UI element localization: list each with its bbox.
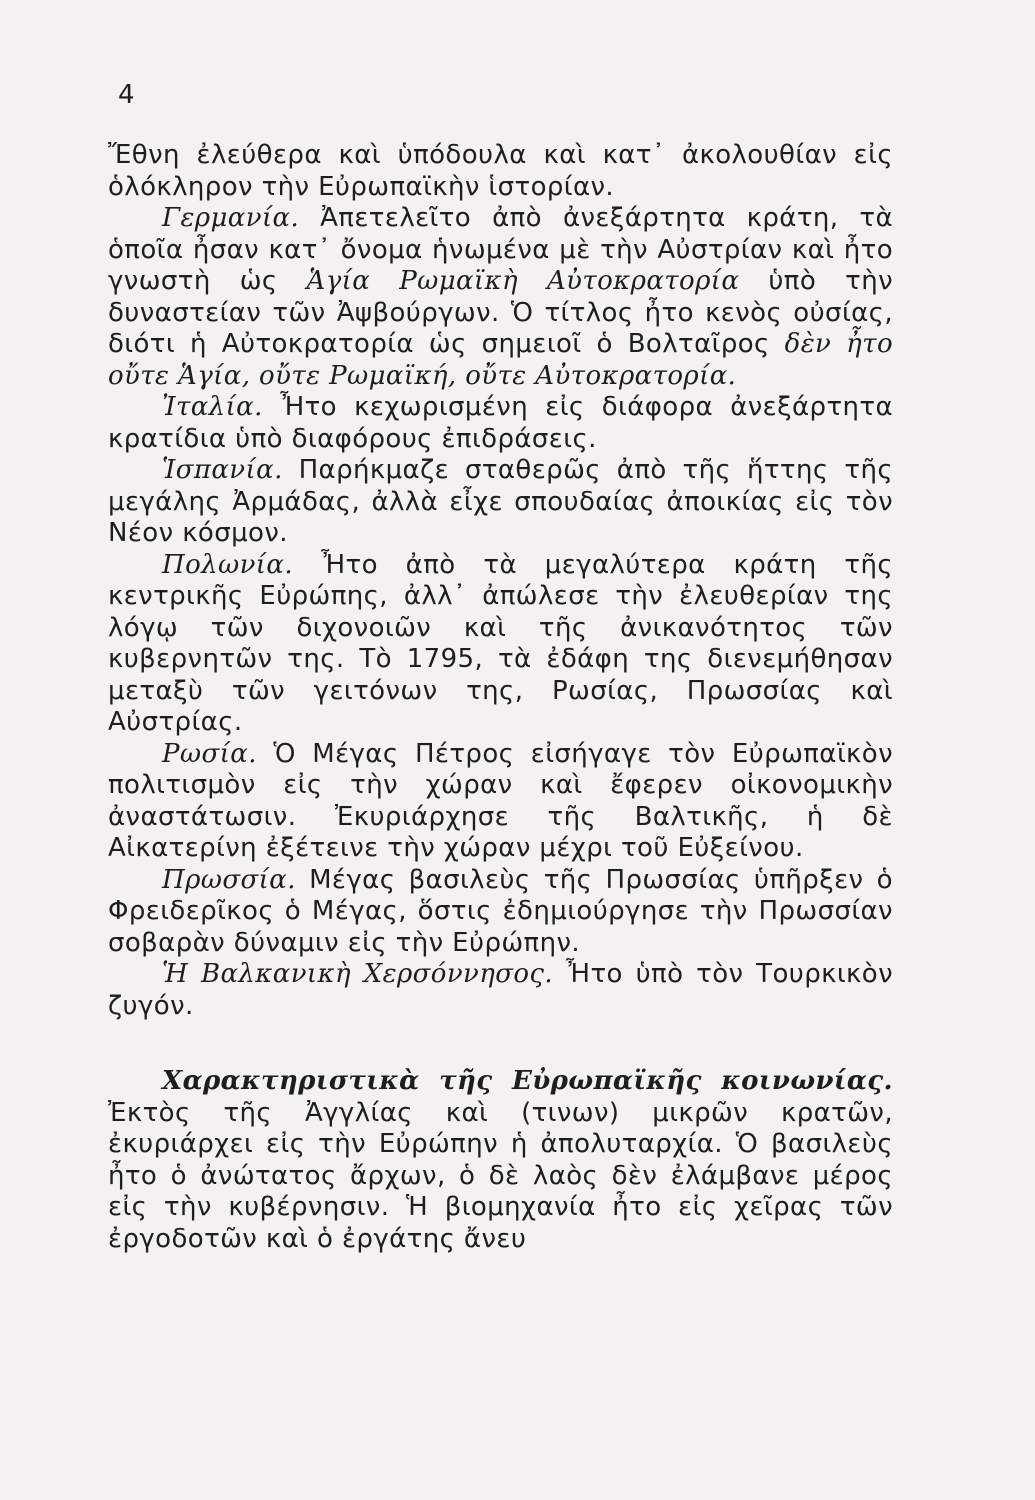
prussia-text: Μέγας βασιλεὺς τῆς Πρωσσίας ὑπῆρξεν ὁ Φρειδερῖκος ὁ Μέγας, ὅστις ἐδημιούργησε τὴν Πρωσσίαν σοβαρὰν δύναμιν εἰς τὴν Εὐρώπην.: [108, 864, 893, 958]
germany-text-1: Ἀπετελεῖτο ἀπὸ ἀνεξάρτητα κράτη, τὰ ὁποῖα ἦσαν κατ᾽ ὄνομα ἡνωμένα μὲ τὴν Αὐστρίαν καὶ ἦτο γνωστὴ ὡς: [108, 203, 893, 296]
germany-emphasis-2: δὲν ἦτο οὔτε Ἁγία, οὔτε Ρωμαϊκή, οὔτε Αὐτοκρατορία.: [108, 329, 894, 391]
spain-text: Παρήκμαζε σταθερῶς ἀπὸ τῆς ἥττης τῆς μεγάλης Ἀρμάδας, ἀλλὰ εἶχε σπουδαίας ἀποικίας εἰς τὸν Νέον κόσμον.: [108, 455, 893, 548]
italy-text: Ἦτο κεχωρισμένη εἰς διάφορα ἀνεξάρτητα κρατίδια ὑπὸ διαφόρους ἐπιδράσεις.: [108, 392, 893, 454]
lead-russia: Ρωσία.: [162, 738, 257, 769]
paragraph-poland: [108, 550, 893, 739]
lead-balkans: Ἡ Βαλκανικὴ Χερσόννησος.: [162, 959, 554, 989]
body-text: [108, 140, 893, 1255]
paragraph-prussia: [108, 865, 893, 960]
poland-text: Ἦτο ἀπὸ τὰ μεγαλύτερα κράτη τῆς κεντρικῆς Εὐρώπης, ἀλλ᾽ ἀπώλεσε τὴν ἐλευθερίαν της λόγῳ τῶν διχονοιῶν καὶ τῆς ἀνικανότητος τῶν κυβερνητῶν της. Τὸ 1795, τὰ ἐδάφη της διενεμήθησαν μεταξὺ τῶν γειτόνων της, Ρωσίας, Πρωσσίας καὶ Αὐστρίας.: [108, 549, 893, 737]
paragraph-intro: Ἔθνη ἐλεύθερα καὶ ὑπόδουλα καὶ κατ᾽ ἀκολουθίαν εἰς ὁλόκληρον τὴν Εὐρωπαϊκὴν ἱστορίαν.: [108, 140, 893, 202]
lead-italy: Ἰταλία.: [162, 392, 263, 422]
paragraph-closing: Ἐκτὸς τῆς Ἀγγλίας καὶ (τινων) μικρῶν κρατῶν, ἐκυριάρχει εἰς τὴν Εὐρώπην ἡ ἀπολυταρχία. Ὁ βασιλεὺς ἦτο ὁ ἀνώτατος ἄρχων, ὁ δὲ λαὸς δὲν ἐλάμβανε μέρος εἰς τὴν κυβέρνησιν. Ἡ βιομηχανία ἦτο εἰς χεῖρας τῶν ἐργοδοτῶν καὶ ὁ ἐργάτης ἄνευ: [108, 1097, 893, 1254]
russia-text: Ὁ Μέγας Πέτρος εἰσήγαγε τὸν Εὐρωπαϊκὸν πολιτισμὸν εἰς τὴν χώραν καὶ ἔφερεν οἰκονομικὴν ἀναστάτωσιν. Ἐκυριάρχησε τῆς Βαλτικῆς, ἡ δὲ Αἰκατερίνη ἐξέτεινε τὴν χώραν μέχρι τοῦ Εὐξείνου.: [108, 738, 893, 863]
balkans-text: Ἦτο ὑπὸ τὸν Τουρκικὸν ζυγόν.: [108, 959, 893, 1021]
lead-poland: Πολωνία.: [162, 549, 294, 580]
paragraph-germany: [108, 203, 893, 392]
lead-germany: Γερμανία.: [162, 203, 300, 233]
paragraph-spain: [108, 455, 893, 550]
germany-text-2: ὑπὸ τὴν δυναστείαν τῶν Ἀψβούργων. Ὁ τίτλος ἦτο κενὸς οὐσίας, διότι ἡ Αὐτοκρατορία ὡς σημειοῖ ὁ Βολταῖρος: [108, 266, 894, 359]
paragraph-italy: [108, 392, 893, 455]
germany-emphasis-1: Ἁγία Ρωμαϊκὴ Αὐτοκρατορία: [306, 266, 740, 296]
lead-spain: Ἱσπανία.: [162, 455, 283, 485]
lead-prussia: Πρωσσία.: [162, 864, 296, 895]
paragraph-balkans: [108, 959, 893, 1022]
page-number: 4: [118, 80, 135, 110]
section-heading: Χαρακτηριστικὰ τῆς Εὐρωπαϊκῆς κοινωνίας.: [162, 1066, 893, 1096]
paragraph-russia: [108, 739, 893, 865]
